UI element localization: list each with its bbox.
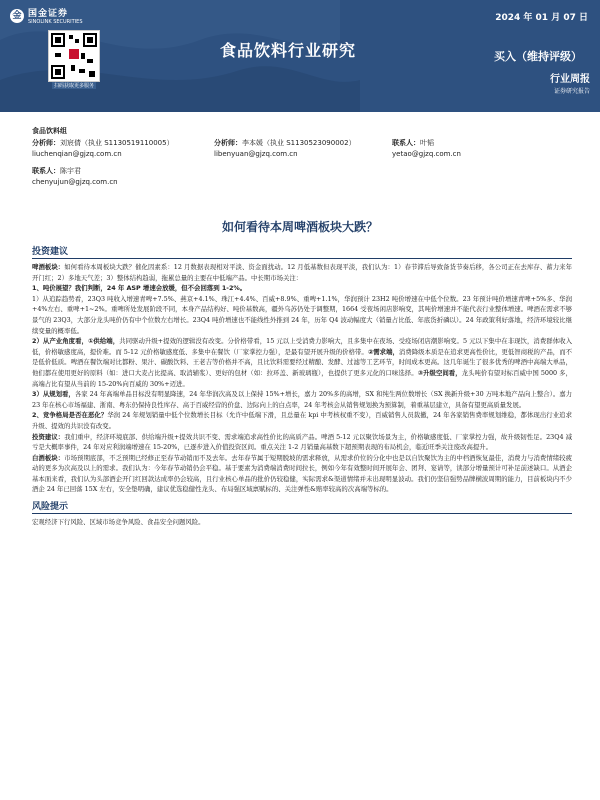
analyst-name: 刘宸倩（执业 S1130519110005） bbox=[60, 139, 174, 147]
analyst-label: 分析师： bbox=[214, 139, 242, 147]
paragraph-price-outlook: 1、吨价展望？我们判断，24 年 ASP 增速会放缓，但不会回落到 1-2%。 bbox=[32, 284, 247, 293]
contact-email[interactable]: yetao@gjzq.com.cn bbox=[392, 150, 461, 158]
qr-caption: 扫码获取更多服务 bbox=[53, 83, 94, 89]
logo-en: SINOLINK SECURITIES bbox=[28, 19, 83, 25]
section-heading-invest: 投资建议 bbox=[32, 244, 572, 259]
paragraph-trend: 1）从追踪趋势看，23Q3 吨收入增速青啤+7.5%、燕京+4.1%、珠江+4.4%、百威+8.9%、重啤+1.1%，华润预计 23H2 吨价增速在中低个位数。23 年预计吨价增速青啤+5%多、华润+4%左右、重啤+1~2%。重啤所处发展阶段不同，本身产品结构好、吨价基数高，疆外乌苏仍处于调整期，1664 受夜场闲店影响变，其吨价增速并不能代表行业整体增速。啤酒在需求不够景气的 23Q3，大部分龙头吨价仍有中个位数左右增长。23Q4 吨价增速也不能线性外推到 24 年，历年 Q4 波动幅度大（销量占比低、年底货折磷以）。24 年政策利好落地，经济环境较比继续变量的概率低。 bbox=[32, 294, 572, 335]
sector-label: 食品饮料组 bbox=[32, 127, 67, 135]
logo-mark-icon: 金 bbox=[10, 9, 24, 23]
analyst-email[interactable]: liuchenqian@gjzq.com.cn bbox=[32, 150, 122, 158]
paragraph-invest-advice: 投资建议：我们重申，经济环境底部、供给端升级+提效共识不变、需求端追求高性价比的高质产品。啤酒 5-12 元以聚饮场景为主，价格敏感度低、厂家掌控力强，故升级韧性足。23Q4 减亏是大概率事件，24 年对应利润端增速在 15-20%，已逐步进入价值投资区间。重点关注 1-2 月销量高基数下超预期表现的布局机会，临近旺季关注废改高提升。 bbox=[32, 432, 572, 452]
paragraph-competition: 2、竞争格局是否在恶化？华润 24 年规划销量中低个位数增长目标（允许中低端下滑，且总量在 kpi 中考核权重不变），百威销售人员裁撤，24 年各家销售费率规划维稳，都体现出行业追求升级、提效的共识没有改变。 bbox=[32, 411, 572, 430]
header-banner bbox=[0, 0, 600, 112]
contact-label: 联系人： bbox=[32, 167, 60, 175]
analyst-block bbox=[32, 126, 572, 186]
paragraph-risk: 宏观经济下行风险、区域市场竞争风险、食品安全问题风险。 bbox=[32, 518, 205, 527]
qr-code-icon[interactable] bbox=[48, 30, 100, 82]
analyst-email[interactable]: libenyuan@gjzq.com.cn bbox=[214, 150, 298, 158]
lead-beer: 啤酒板块： bbox=[32, 263, 65, 271]
section-heading-risk: 风险提示 bbox=[32, 499, 572, 514]
report-date: 2024 年 01 月 07 日 bbox=[495, 13, 588, 23]
company-logo bbox=[10, 6, 83, 25]
report-dept: 证券研究报告 bbox=[553, 88, 590, 95]
paragraph-baijiu: 白酒板块：市场预期底部，不乏预期已经修正至春节动销而不及去年。去年春节属于短期脱坡的需求释放，从需求价位的分化中也是以自饮聚饮为主的中档酒恢复最佳，消费力与消费情绪较疲动的更多为次高及以上的需求。我们认为：今年春节动销仍会平稳。基于要素为消费端消费时间拉长，例如今年有效整时间开展年会、团拜、宴请等，读部分增量预计可补足前述缺口。从酒企基本面来看，我们认为头部酒企开门红回款达成率仍会较高，且行业核心单品的批价仍较稳健，实际需求&渠道情绪并未出现明显波动。我们仍坚信强势品牌横波周期的能力，目前板块内不少酒企 24 年已回落 15X 左右，安全垫明确，建议优选稳健性龙头、布局强区域禀赋标的、关注弹性&赔率较高的次高端等标的。 bbox=[32, 453, 573, 494]
analyst-label: 分析师： bbox=[32, 139, 60, 147]
contact-name: 陈宇君 bbox=[60, 167, 81, 175]
paragraph-beer: 啤酒板块：如何看待本周板块大跌？催化因素系：12 月数据表现相对平淡、资金面扰动。12 月低基数但表现平淡，我们认为：1）春节滞后导致备货节奏后移，各公司正在去库存、蓄力来年开门红；2）多地天气差；3）整体结构趋弱，拖累总量的主要在中低端产品。中长期市场关注： bbox=[32, 263, 572, 282]
logo-cn: 国金证券 bbox=[28, 9, 69, 19]
rating-label: 买入（维持评级） bbox=[494, 50, 582, 63]
report-type: 行业周报 bbox=[550, 74, 590, 85]
analyst-name: 李本媛（执业 S1130523090002） bbox=[242, 139, 356, 147]
paragraph-plan: 3）从规划看，各家 24 年高端单品目标没有明显降速，24 年华润次高及以上保持 15%+增长，嘉力 20%多的高增，SX 和纯生两位数增长（SX 换新升级+30 万吨本地产品向上整合）。嘉力 23 年在核心市场福建、浙南、粤东仍保持良性库存、高于百威经营的价盘、边际向上的白点率，24 年考核会从销售规划换为预算制，着重基层建立，具备有望更高质量发展。 bbox=[32, 390, 572, 409]
article-title: 如何看待本周啤酒板块大跌？ bbox=[221, 220, 378, 234]
paragraph-industry: 2）从产业角度看，①供给端，共同驱动升级+提效的逻辑没有改变。分价格带看，15 元以上受消费力影响大，且多集中在夜场、受疫场闭店潮影响变。5 元以下集中在非现饮，消费群体收入低，价格敏感度高，提价难。而 5-12 元价格敏感度低、多集中在餐饮（厂家掌控力强），是最有望开展升级的价格带。②需求端，消费降级本质是在追求更高性价比，更低智商税的产品，而不是低价低质。啤酒在餐饮端对比都粉、果汁、碳酸饮料、王老吉等价格并不高，且比饮料需要经过精酿、发酵、过滤等工艺环节，时间成本更高。这几年诞生了很多优秀的啤酒中高端大单品，他们都在使用更好的原料（如：进口大麦占比提高、取消辅浆）、更好的包材（如：拉环盖、新玻璃瓶），也提供了更多元化的口味选择。③升级空间看，龙头吨价有望对标百威中国 5000 多，高端占比有望从当前的 15-20%向百威的 30%+迈进。 bbox=[32, 337, 572, 388]
report-title: 食品饮料行业研究 bbox=[220, 41, 357, 60]
contact-label: 联系人： bbox=[392, 139, 420, 147]
contact-email[interactable]: chenyujun@gjzq.com.cn bbox=[32, 178, 118, 186]
report-body bbox=[32, 244, 572, 528]
contact-name: 叶韬 bbox=[420, 139, 434, 147]
